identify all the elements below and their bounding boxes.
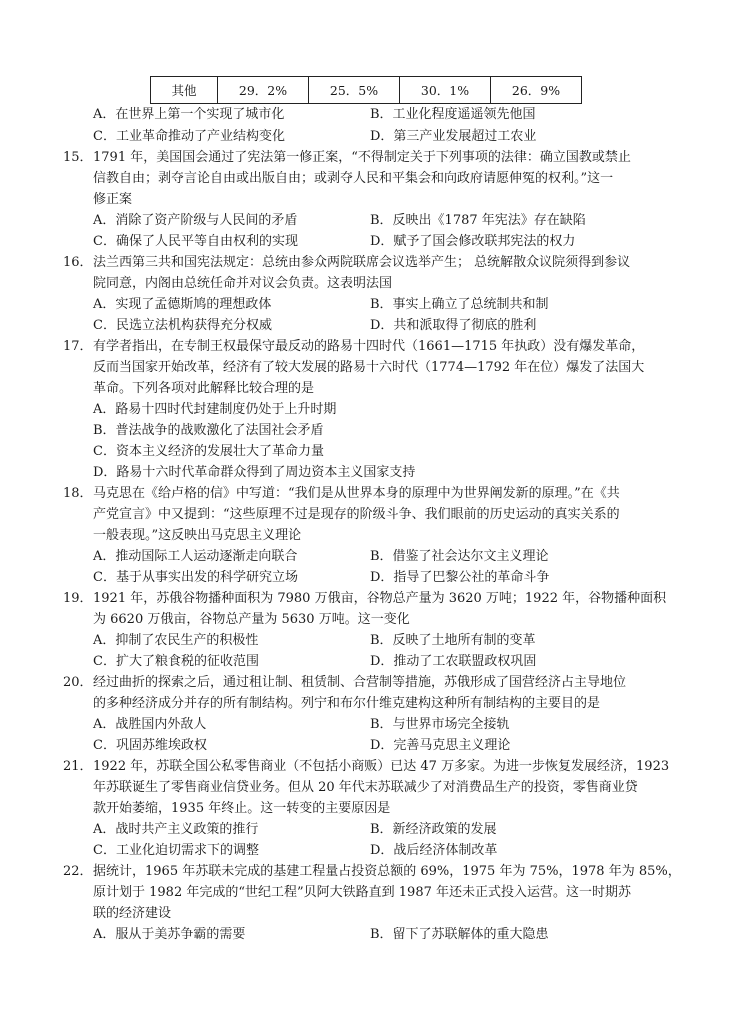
option-c: C．民选立法机构获得充分权威 [93,318,272,333]
question-text: 据统计，1965 年苏联未完成的基建工程量占投资总额的 69%，1975 年为 75%，1978 年为 85%， [93,864,681,879]
question-text: 款开始萎缩，1935 年终止。这一转变的主要原因是 [93,801,391,816]
option-d: D．完善马克思主义理论 [370,738,511,753]
question-number: 17． [63,339,93,354]
question-number: 22． [63,864,93,879]
option-a: A．在世界上第一个实现了城市化 [93,107,285,122]
question-number: 15． [63,150,93,165]
option-b: B．与世界市场完全接轨 [370,717,510,732]
option-b: B．反映了土地所有制的变革 [370,633,536,648]
question-text: 原计划于 1982 年完成的“世纪工程”贝阿大铁路直到 1987 年还未正式投入运营。这一时期苏 [93,885,631,900]
table-cell: 25．5% [309,77,400,104]
option-b: B．工业化程度遥遥领先他国 [370,107,536,122]
option-c: C．工业化迫切需求下的调整 [93,843,259,858]
question-number: 18． [63,486,93,501]
option-c: C．巩固苏维埃政权 [93,738,207,753]
option-b: B．留下了苏联解体的重大隐患 [370,927,549,942]
option-c: C．资本主义经济的发展壮大了革命力量 [93,444,324,459]
option-c: C．工业革命推动了产业结构变化 [93,129,285,144]
question-text: 修正案 [93,192,133,207]
option-a: A．消除了资产阶级与人民间的矛盾 [93,213,298,228]
question-text: 1921 年，苏俄谷物播种面积为 7980 万俄亩，谷物总产量为 3620 万吨；1922 年，谷物播种面积 [93,591,667,606]
question-text: 1791 年，美国国会通过了宪法第一修正案，“不得制定关于下列事项的法律：确立国教或禁止 [93,150,631,165]
option-a: A．服从于美苏争霸的需要 [93,927,246,942]
question-number: 21． [63,759,93,774]
question-text: 经过曲折的探索之后，通过租让制、租赁制、合营制等措施，苏俄形成了国营经济占主导地位 [93,675,627,690]
question-text: 为 6620 万俄亩，谷物总产量为 5630 万吨。这一变化 [93,612,410,627]
option-a: A．抑制了农民生产的积极性 [93,633,259,648]
question-text: 反而当国家开始改革，经济有了较大发展的路易十六时代（1774—1792 年在位）爆发了法国大 [93,360,645,375]
option-b: B．事实上确立了总统制共和制 [370,297,549,312]
table-row [151,77,582,104]
option-d: D．战后经济体制改革 [370,843,498,858]
option-b: B．新经济政策的发展 [370,822,497,837]
option-a: A．实现了孟德斯鸠的理想政体 [93,297,272,312]
question-text: 法兰西第三共和国宪法规定：总统由参众两院联席会议选举产生； 总统解散众议院须得到参议 [93,255,631,270]
question-number: 20． [63,675,93,690]
option-a: A．推动国际工人运动逐渐走向联合 [93,549,298,564]
question-number: 19． [63,591,93,606]
option-a: A．战胜国内外敌人 [93,717,207,732]
table-cell: 30．1% [400,77,491,104]
option-d: D．赋予了国会修改联邦宪法的权力 [370,234,576,249]
table-cell: 29．2% [218,77,309,104]
question-text: 年苏联诞生了零售商业信贷业务。但从 20 年代末苏联减少了对消费品生产的投资，零售商业贷 [93,780,638,795]
question-text: 有学者指出，在专制王权最保守最反动的路易十四时代（1661—1715 年执政）没有爆发革命， [93,339,645,354]
table-cell: 26．9% [491,77,582,104]
table-cell: 其他 [151,77,218,104]
option-d: D．第三产业发展超过工农业 [370,129,537,144]
option-c: C．基于从事实出发的科学研究立场 [93,570,298,585]
option-c: C．确保了人民平等自由权利的实现 [93,234,298,249]
option-b: B．反映出《1787 年宪法》存在缺陷 [370,213,586,228]
option-b: B．借鉴了社会达尔文主义理论 [370,549,549,564]
option-d: D．共和派取得了彻底的胜利 [370,318,537,333]
option-a: A．战时共产主义政策的推行 [93,822,259,837]
question-text: 产党宣言》中又提到：“这些原理不过是现存的阶级斗争、我们眼前的历史运动的真实关系的 [93,507,620,522]
question-text: 信教自由；剥夺言论自由或出版自由；或剥夺人民和平集会和向政府请愿伸冤的权利。”这一 [93,171,614,186]
option-b: B．普法战争的战败激化了法国社会矛盾 [93,423,324,438]
option-c: C．扩大了粮食税的征收范围 [93,654,259,669]
question-text: 马克思在《给卢格的信》中写道：“我们是从世界本身的原理中为世界阐发新的原理。”在《共 [93,486,620,501]
option-d: D．路易十六时代革命群众得到了周边资本主义国家支持 [93,465,416,480]
question-text: 的多种经济成分并存的所有制结构。列宁和布尔什维克建构这种所有制结构的主要目的是 [93,696,601,711]
question-text: 一般表现。”这反映出马克思主义理论 [93,528,302,543]
question-text: 院同意，内阁由总统任命并对议会负责。这表明法国 [93,276,393,291]
data-table [150,76,582,104]
question-text: 1922 年，苏联全国公私零售商业（不包括小商贩）已达 47 万多家。为进一步恢复发展经济，1923 [93,759,670,774]
question-text: 革命。下列各项对此解释比较合理的是 [93,381,315,396]
option-d: D．推动了工农联盟政权巩固 [370,654,537,669]
question-number: 16． [63,255,93,270]
option-d: D．指导了巴黎公社的革命斗争 [370,570,550,585]
option-a: A．路易十四时代封建制度仍处于上升时期 [93,402,337,417]
question-text: 联的经济建设 [93,906,172,921]
